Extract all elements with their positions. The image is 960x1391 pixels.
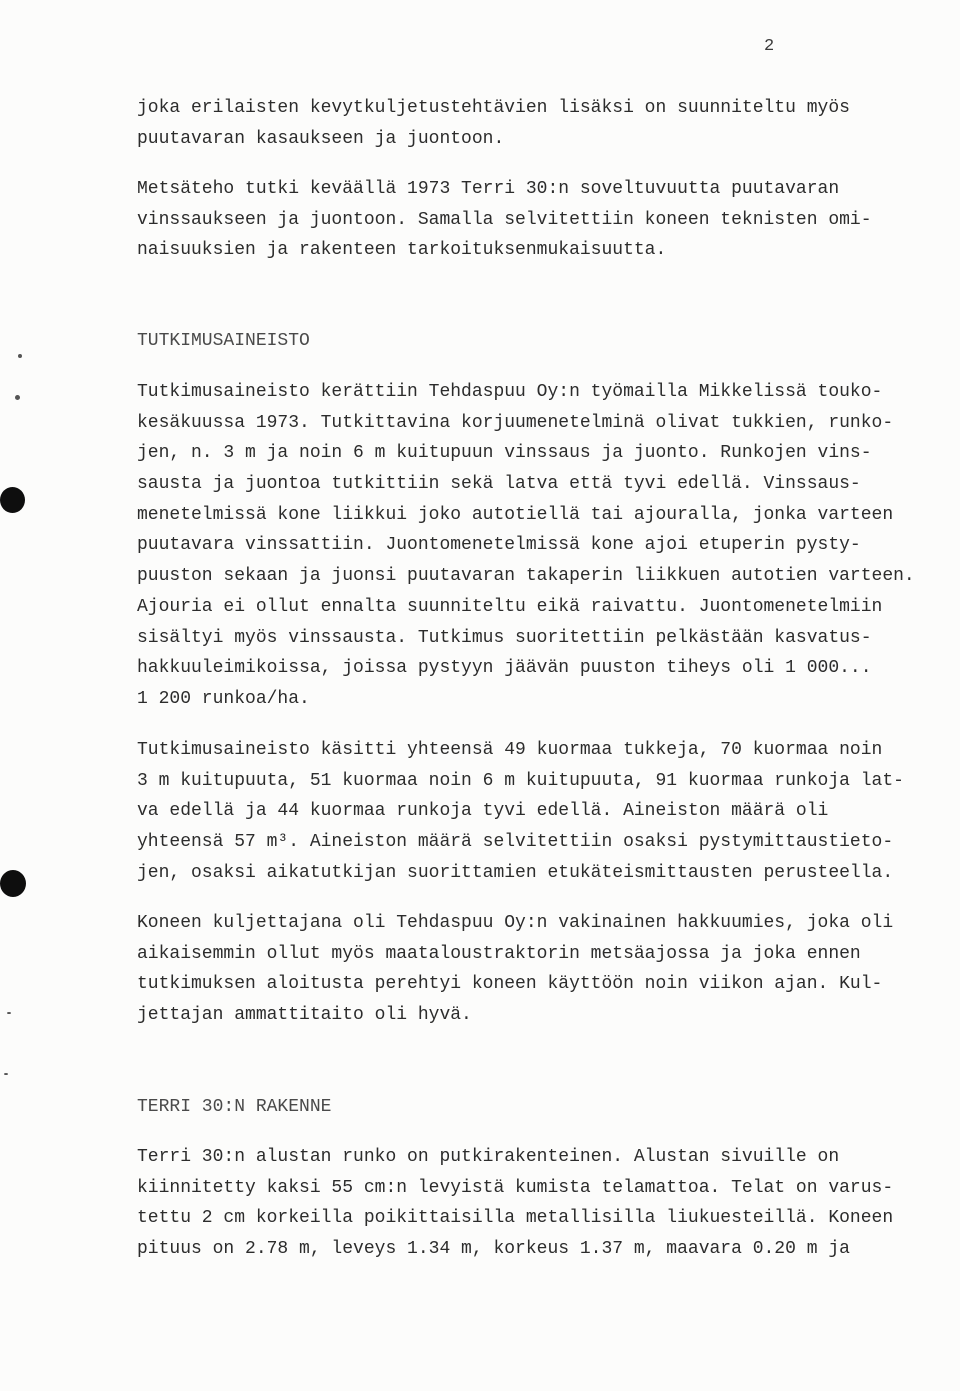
page-number: 2: [764, 37, 775, 56]
text-line: aikaisemmin ollut myös maataloustraktorin metsäajossa ja joka ennen: [137, 943, 861, 964]
text-line: Metsäteho tutki keväällä 1973 Terri 30:n soveltuvuutta puutavaran: [137, 179, 840, 199]
text-line: sisältyi myös vinssausta. Tutkimus suoritettiin pelkästään kasvatus-: [137, 627, 872, 648]
text-line: kiinnitetty kaksi 55 cm:n levyistä kumista telamattoa. Telat on varus-: [137, 1177, 894, 1198]
scan-speck: [15, 395, 20, 400]
material-paragraph: [137, 377, 937, 715]
structure-paragraph: [137, 1142, 937, 1265]
text-line: yhteensä 57 m³. Aineiston määrä selvitettiin osaksi pystymittaustieto-: [137, 832, 894, 853]
text-line: Terri 30:n alustan runko on putkirakenteinen. Alustan sivuille on: [137, 1147, 840, 1167]
intro-continuation-paragraph: [137, 93, 937, 154]
scan-speck: [7, 1012, 11, 1014]
text-line: naisuuksien ja rakenteen tarkoituksenmukaisuutta.: [137, 240, 667, 261]
text-line: 3 m kuitupuuta, 51 kuormaa noin 6 m kuitupuuta, 91 kuormaa runkoja lat-: [137, 770, 904, 791]
text-line: pituus on 2.78 m, leveys 1.34 m, korkeus 1.37 m, maavara 0.20 m ja: [137, 1239, 850, 1260]
scan-speck: [18, 354, 22, 358]
material-paragraph: [137, 908, 937, 1031]
section-heading-structure: TERRI 30:N RAKENNE: [137, 1097, 332, 1117]
text-line: tutkimuksen aloitusta perehtyi koneen käyttöön noin viikon ajan. Kul-: [137, 974, 883, 995]
text-line: vinssaukseen ja juontoon. Samalla selvitettiin koneen teknisten omi-: [137, 209, 872, 230]
punch-hole: [0, 487, 25, 513]
text-line: 1 200 runkoa/ha.: [137, 688, 310, 709]
section-heading-research-material: TUTKIMUSAINEISTO: [137, 331, 310, 351]
text-line: puutavara vinssattiin. Juontomenetelmissä kone ajoi etuperin pysty-: [137, 535, 861, 556]
text-line: jen, n. 3 m ja noin 6 m kuitupuun vinssaus ja juonto. Runkojen vins-: [137, 443, 872, 464]
intro-paragraph: [137, 174, 937, 266]
text-line: hakkuuleimikoissa, joissa pystyyn jäävän puuston tiheys oli 1 000...: [137, 658, 872, 679]
text-line: jen, osaksi aikatutkijan suorittamien etukäteismittausten perusteella.: [137, 862, 894, 883]
material-paragraph: [137, 735, 937, 888]
text-line: kesäkuussa 1973. Tutkittavina korjuumenetelminä olivat tukkien, runko-: [137, 412, 894, 433]
text-line: jettajan ammattitaito oli hyvä.: [137, 1005, 472, 1026]
text-line: Koneen kuljettajana oli Tehdaspuu Oy:n vakinainen hakkuumies, joka oli: [137, 913, 894, 933]
punch-hole: [0, 870, 26, 897]
text-line: Tutkimusaineisto käsitti yhteensä 49 kuormaa tukkeja, 70 kuormaa noin: [137, 740, 883, 760]
text-line: tettu 2 cm korkeilla poikittaisilla metallisilla liukuesteillä. Koneen: [137, 1208, 894, 1229]
text-line: puuston sekaan ja juonsi puutavaran takaperin liikkuen autotien varteen.: [137, 566, 915, 587]
text-line: sausta ja juontoa tutkittiin sekä latva että tyvi edellä. Vinssaus-: [137, 474, 861, 495]
text-line: joka erilaisten kevytkuljetustehtävien lisäksi on suunniteltu myös: [137, 98, 850, 118]
text-line: Tutkimusaineisto kerättiin Tehdaspuu Oy:n työmailla Mikkelissä touko-: [137, 382, 883, 402]
text-line: puutavaran kasaukseen ja juontoon.: [137, 128, 505, 149]
text-line: Ajouria ei ollut ennalta suunniteltu eikä raivattu. Juontomenetelmiin: [137, 596, 883, 617]
scan-speck: [4, 1073, 8, 1075]
text-line: va edellä ja 44 kuormaa runkoja tyvi edellä. Aineiston määrä oli: [137, 801, 829, 822]
text-line: menetelmissä kone liikkui joko autotiellä tai ajouralla, jonka varteen: [137, 504, 894, 525]
